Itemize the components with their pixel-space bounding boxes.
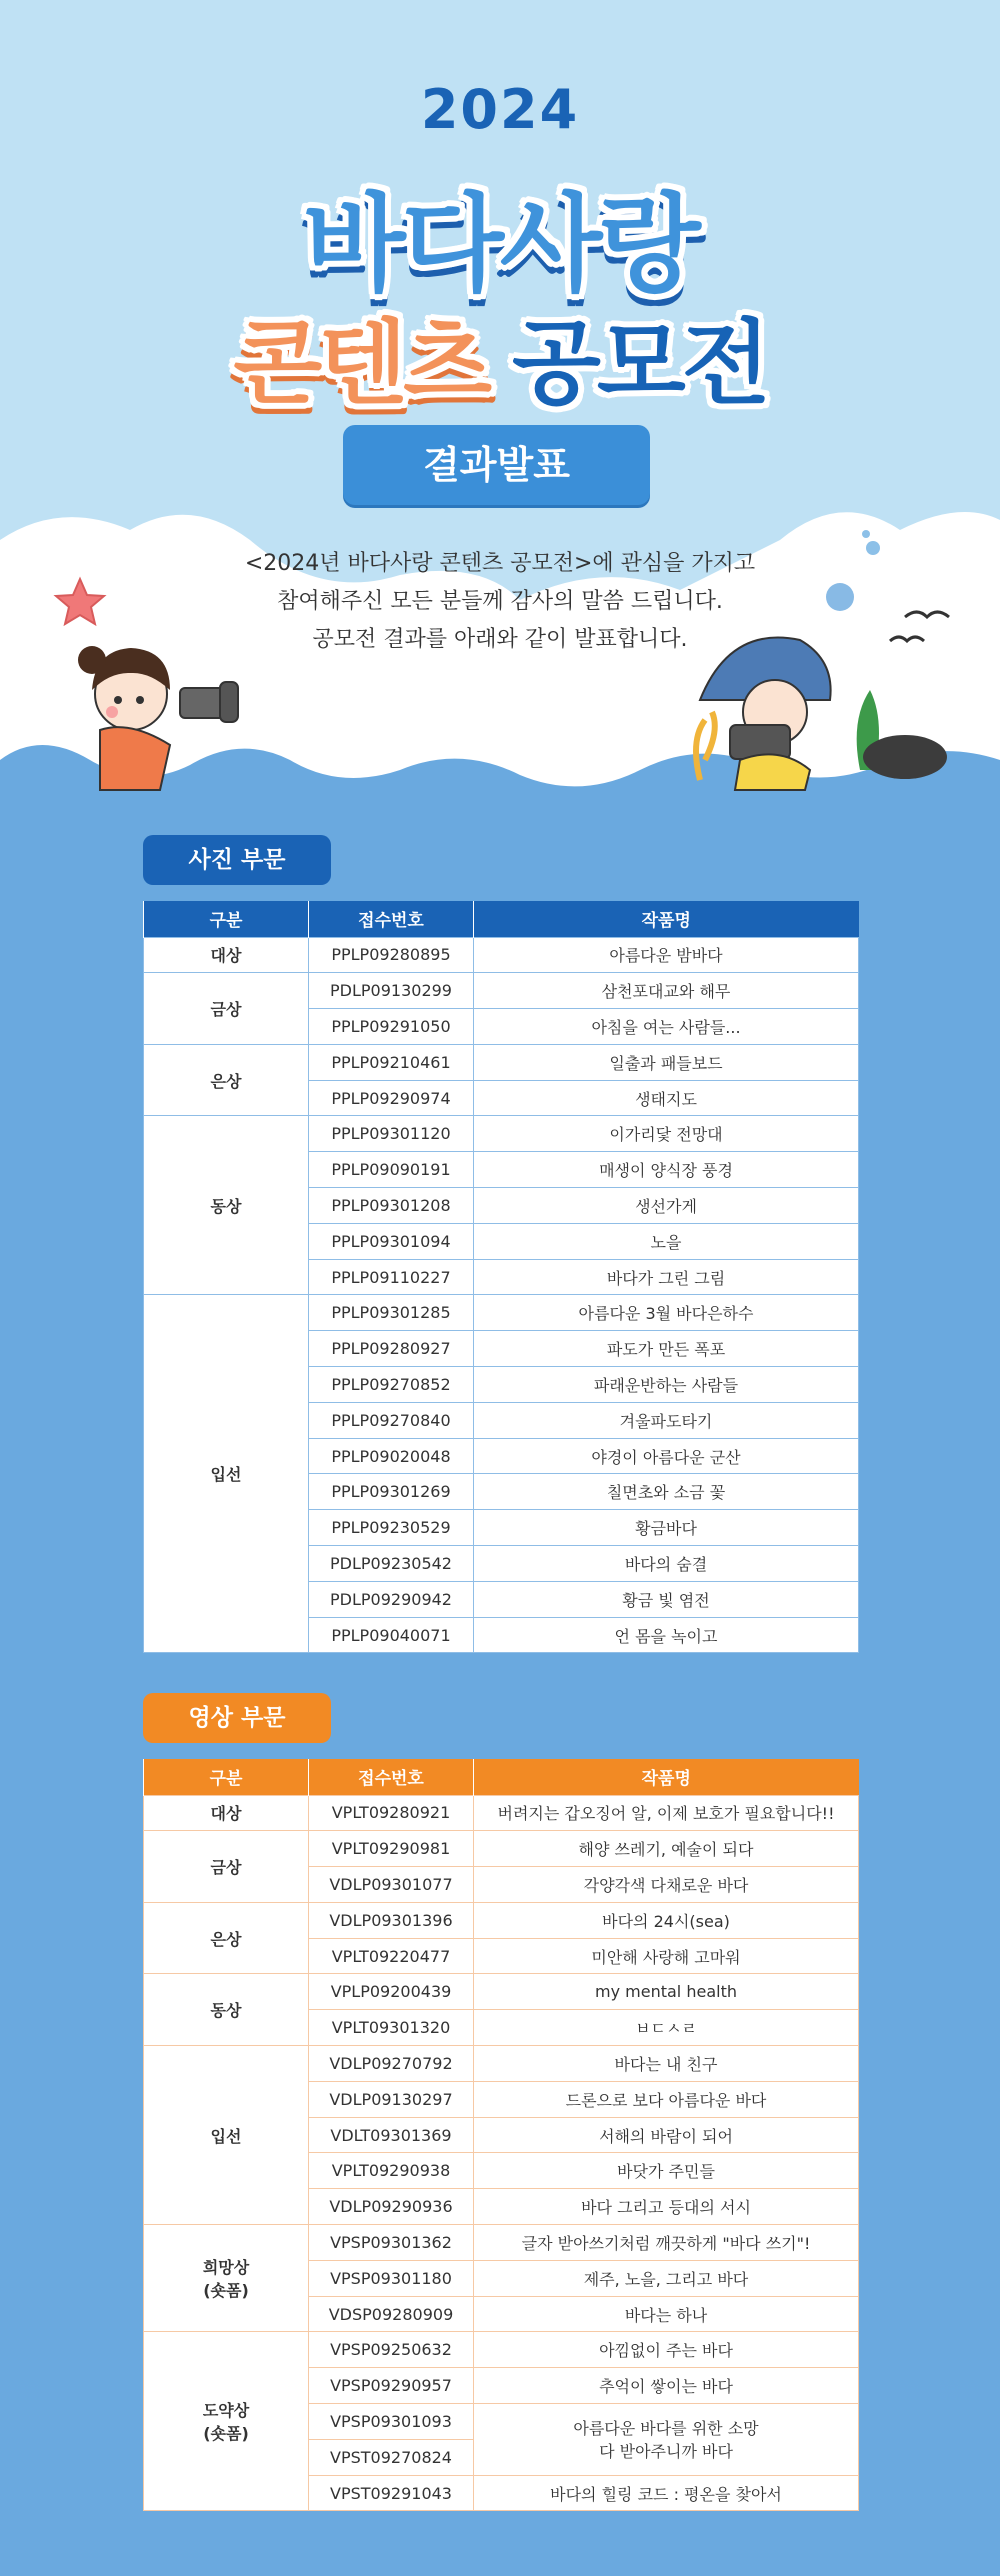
entry-id-cell: PPLP09301285 bbox=[309, 1295, 474, 1331]
entry-id-cell: VDSP09280909 bbox=[309, 2296, 474, 2332]
entry-id-cell: VPSP09301180 bbox=[309, 2260, 474, 2296]
table-row bbox=[144, 937, 859, 973]
work-title-cell: 야경이 아름다운 군산 bbox=[474, 1438, 859, 1474]
intro-text bbox=[0, 545, 1000, 659]
entry-id-cell: PDLP09290942 bbox=[309, 1581, 474, 1617]
entry-id-cell: VPLP09200439 bbox=[309, 1974, 474, 2010]
entry-id-cell: VDLP09270792 bbox=[309, 2046, 474, 2082]
entry-id-cell: VPSP09301362 bbox=[309, 2225, 474, 2261]
work-title-cell: 생태지도 bbox=[474, 1080, 859, 1116]
work-title-cell: 황금바다 bbox=[474, 1510, 859, 1546]
entry-id-cell: PPLP09291050 bbox=[309, 1009, 474, 1045]
work-title-cell: 겨울파도타기 bbox=[474, 1402, 859, 1438]
entry-id-cell: VPST09270824 bbox=[309, 2439, 474, 2475]
table-row bbox=[144, 1831, 859, 1867]
work-title-cell: 일출과 패들보드 bbox=[474, 1044, 859, 1080]
work-title-cell: 드론으로 보다 아름다운 바다 bbox=[474, 2081, 859, 2117]
entry-id-cell: VPLT09301320 bbox=[309, 2010, 474, 2046]
award-cell: 입선 bbox=[144, 1295, 309, 1653]
work-title-cell: 아름다운 밤바다 bbox=[474, 937, 859, 973]
video-results-table bbox=[143, 1759, 859, 2511]
entry-id-cell: PPLP09301269 bbox=[309, 1474, 474, 1510]
table-row bbox=[144, 2225, 859, 2261]
entry-id-cell: PPLP09280895 bbox=[309, 937, 474, 973]
header-entry-id: 접수번호 bbox=[309, 901, 474, 937]
entry-id-cell: VPLT09280921 bbox=[309, 1795, 474, 1831]
entry-id-cell: PDLP09230542 bbox=[309, 1546, 474, 1582]
work-title-cell: 언 몸을 녹이고 bbox=[474, 1617, 859, 1653]
work-title-cell: 해양 쓰레기, 예술이 되다 bbox=[474, 1831, 859, 1867]
work-title-cell: 아침을 여는 사람들... bbox=[474, 1009, 859, 1045]
entry-id-cell: PDLP09130299 bbox=[309, 973, 474, 1009]
work-title-cell: 각양각색 다채로운 바다 bbox=[474, 1867, 859, 1903]
photo-section-title: 사진 부문 bbox=[143, 835, 331, 885]
entry-id-cell: PPLP09301094 bbox=[309, 1223, 474, 1259]
hero-banner bbox=[0, 0, 1000, 810]
entry-id-cell: VDLP09301396 bbox=[309, 1902, 474, 1938]
result-announcement-badge: 결과발표 bbox=[343, 425, 650, 505]
intro-line: 참여해주신 모든 분들께 감사의 말씀 드립니다. bbox=[277, 589, 723, 614]
table-row bbox=[144, 1116, 859, 1152]
work-title-line: 다 받아주니까 바다 bbox=[599, 2442, 733, 2462]
header-entry-id: 접수번호 bbox=[309, 1759, 474, 1795]
video-section-title: 영상 부문 bbox=[143, 1693, 331, 1743]
work-title-cell: 파래운반하는 사람들 bbox=[474, 1367, 859, 1403]
work-title-cell: 바다 그리고 등대의 서시 bbox=[474, 2189, 859, 2225]
work-title-cell: 칠면초와 소금 꽃 bbox=[474, 1474, 859, 1510]
award-cell: 도약상 (숏폼) bbox=[144, 2332, 309, 2511]
work-title-cell: 바다의 힐링 코드 : 평온을 찾아서 bbox=[474, 2475, 859, 2511]
work-title-cell: 바다는 내 친구 bbox=[474, 2046, 859, 2082]
entry-id-cell: PPLP09280927 bbox=[309, 1331, 474, 1367]
table-row bbox=[144, 2332, 859, 2368]
award-cell: 금상 bbox=[144, 1831, 309, 1903]
award-cell: 대상 bbox=[144, 1795, 309, 1831]
event-title-sub bbox=[0, 290, 1000, 422]
entry-id-cell: PPLP09090191 bbox=[309, 1152, 474, 1188]
entry-id-cell: VPST09291043 bbox=[309, 2475, 474, 2511]
entry-id-cell: PPLP09270840 bbox=[309, 1402, 474, 1438]
entry-id-cell: PPLP09040071 bbox=[309, 1617, 474, 1653]
entry-id-cell: PPLP09290974 bbox=[309, 1080, 474, 1116]
event-title-blue: 공모전 bbox=[512, 310, 767, 417]
award-cell: 대상 bbox=[144, 937, 309, 973]
header-work-title: 작품명 bbox=[474, 901, 859, 937]
header-category: 구분 bbox=[144, 901, 309, 937]
award-cell: 동상 bbox=[144, 1116, 309, 1295]
work-title-cell: 매생이 양식장 풍경 bbox=[474, 1152, 859, 1188]
table-row bbox=[144, 2046, 859, 2082]
work-title-cell: my mental health bbox=[474, 1974, 859, 2010]
award-cell: 은상 bbox=[144, 1044, 309, 1116]
table-row bbox=[144, 1795, 859, 1831]
entry-id-cell: VDLP09301077 bbox=[309, 1867, 474, 1903]
photo-results-table bbox=[143, 901, 859, 1653]
award-cell: 입선 bbox=[144, 2046, 309, 2225]
table-row bbox=[144, 1902, 859, 1938]
entry-id-cell: PPLP09230529 bbox=[309, 1510, 474, 1546]
event-year: 2024 bbox=[420, 78, 580, 141]
work-title-cell: 황금 빛 염전 bbox=[474, 1581, 859, 1617]
award-cell: 은상 bbox=[144, 1902, 309, 1974]
work-title-cell: ㅂㄷㅅㄹ bbox=[474, 2010, 859, 2046]
work-title-cell: 바다의 숨결 bbox=[474, 1546, 859, 1582]
intro-line: 공모전 결과를 아래와 같이 발표합니다. bbox=[312, 627, 688, 652]
entry-id-cell: VPSP09301093 bbox=[309, 2404, 474, 2440]
work-title-cell: 미안해 사랑해 고마워 bbox=[474, 1938, 859, 1974]
entry-id-cell: PPLP09020048 bbox=[309, 1438, 474, 1474]
work-title-cell bbox=[474, 2404, 859, 2476]
table-row bbox=[144, 1044, 859, 1080]
table-row bbox=[144, 1295, 859, 1331]
work-title-cell: 아름다운 3월 바다은하수 bbox=[474, 1295, 859, 1331]
entry-id-cell: PPLP09110227 bbox=[309, 1259, 474, 1295]
entry-id-cell: VPSP09290957 bbox=[309, 2368, 474, 2404]
entry-id-cell: VDLP09290936 bbox=[309, 2189, 474, 2225]
work-title-cell: 글자 받아쓰기처럼 깨끗하게 "바다 쓰기"! bbox=[474, 2225, 859, 2261]
entry-id-cell: VDLP09130297 bbox=[309, 2081, 474, 2117]
work-title-cell: 삼천포대교와 해무 bbox=[474, 973, 859, 1009]
entry-id-cell: VPSP09250632 bbox=[309, 2332, 474, 2368]
work-title-line: 아름다운 바다를 위한 소망 bbox=[573, 2419, 759, 2439]
work-title-cell: 바다의 24시(sea) bbox=[474, 1902, 859, 1938]
header-category: 구분 bbox=[144, 1759, 309, 1795]
work-title-cell: 서해의 바람이 되어 bbox=[474, 2117, 859, 2153]
table-row bbox=[144, 1974, 859, 2010]
work-title-cell: 생선가게 bbox=[474, 1188, 859, 1224]
entry-id-cell: PPLP09301208 bbox=[309, 1188, 474, 1224]
entry-id-cell: VPLT09290981 bbox=[309, 1831, 474, 1867]
entry-id-cell: PPLP09301120 bbox=[309, 1116, 474, 1152]
work-title-cell: 바다는 하나 bbox=[474, 2296, 859, 2332]
work-title-cell: 이가리닻 전망대 bbox=[474, 1116, 859, 1152]
award-cell: 동상 bbox=[144, 1974, 309, 2046]
entry-id-cell: PPLP09270852 bbox=[309, 1367, 474, 1403]
award-cell: 금상 bbox=[144, 973, 309, 1045]
event-title-main: 바다사랑 bbox=[303, 183, 697, 306]
work-title-cell: 버려지는 갑오징어 알, 이제 보호가 필요합니다!! bbox=[474, 1795, 859, 1831]
work-title-cell: 추억이 쌓이는 바다 bbox=[474, 2368, 859, 2404]
entry-id-cell: PPLP09210461 bbox=[309, 1044, 474, 1080]
intro-line: <2024년 바다사랑 콘텐츠 공모전>에 관심을 가지고 bbox=[244, 551, 756, 576]
table-row bbox=[144, 973, 859, 1009]
entry-id-cell: VPLT09290938 bbox=[309, 2153, 474, 2189]
work-title-cell: 아낌없이 주는 바다 bbox=[474, 2332, 859, 2368]
award-cell: 희망상 (숏폼) bbox=[144, 2225, 309, 2332]
work-title-cell: 파도가 만든 폭포 bbox=[474, 1331, 859, 1367]
entry-id-cell: VPLT09220477 bbox=[309, 1938, 474, 1974]
header-work-title: 작품명 bbox=[474, 1759, 859, 1795]
work-title-cell: 노을 bbox=[474, 1223, 859, 1259]
event-title-orange: 콘텐츠 bbox=[233, 310, 488, 417]
work-title-cell: 바닷가 주민들 bbox=[474, 2153, 859, 2189]
entry-id-cell: VDLT09301369 bbox=[309, 2117, 474, 2153]
work-title-cell: 제주, 노을, 그리고 바다 bbox=[474, 2260, 859, 2296]
work-title-cell: 바다가 그린 그림 bbox=[474, 1259, 859, 1295]
